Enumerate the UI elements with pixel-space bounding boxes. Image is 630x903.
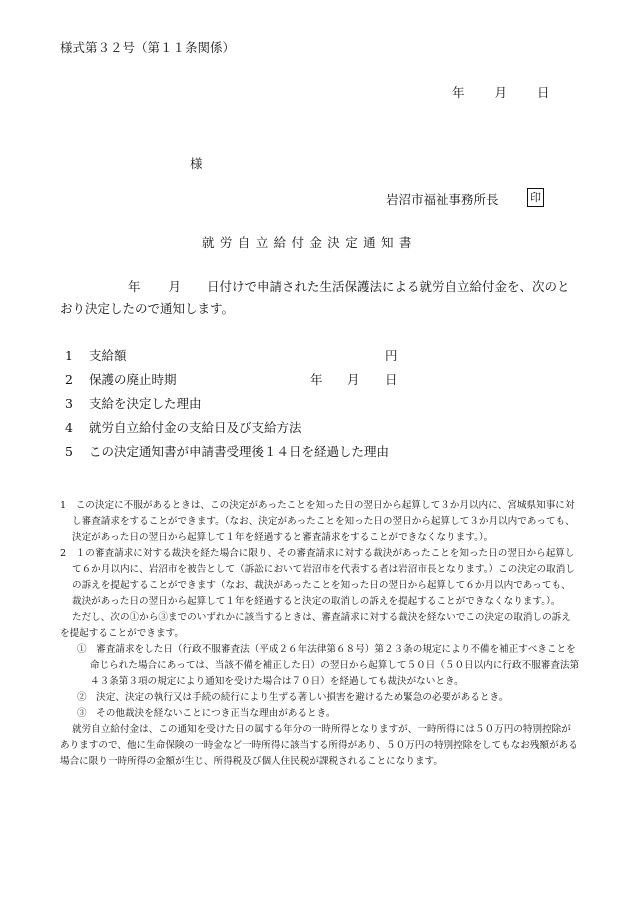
- note-2-sub-1: ① 審査請求をした日（行政不服審査法（平成２６年法律第６８号）第２３条の規定により不備を補正すべきことを命じられた場合にあっては、当該不備を補正した日）の翌日から起算して５０日（５０日以内に行政不服審査法第４３条第３項の規定により通知を受けた場合は７０日）を経過しても裁決がないとき。: [77, 644, 580, 687]
- item-number: 3: [65, 396, 73, 411]
- seal-mark: 印: [527, 188, 544, 207]
- item-1: [65, 346, 127, 364]
- date-month-label: 月: [494, 85, 508, 100]
- item-1-unit: 円: [385, 348, 398, 363]
- body-year-label: 年: [128, 279, 141, 294]
- note-2-sub-3: ③ その他裁決を経ないことにつき正当な理由があるとき。: [77, 708, 336, 719]
- body-text: 日付けで申請された生活保護法による就労自立給付金を、次のとおり決定したので通知します。: [60, 279, 570, 316]
- item-label: この決定通知書が申請書受理後１４日を経過した理由: [89, 444, 390, 459]
- item-label: 保護の廃止時期: [89, 372, 177, 387]
- note-tax: 就労自立給付金は、この通知を受けた日の属する年分の一時所得となりますが、一時所得には５０万円の特別控除がありますので、他に生命保険の一時金など一時所得に該当する所得があり、５０万円の特別控除をしてもなお残額がある場合に限り一時所得の金額が生じ、所得税及び個人住民税が課税されることになります。: [60, 724, 578, 767]
- date-day-label: 日: [537, 85, 550, 100]
- item-number: 5: [65, 444, 73, 459]
- note-1: 1 この決定に不服があるときは、この決定があったことを知った日の翌日から起算して３か月以内に、宮城県知事に対し審査請求をすることができます。（なお、決定があったことを知った日の翌日から起算して３か月以内であっても、決定があった日の翌日から起算して１年を経過すると審査請求をすることができなくなります。）。: [60, 500, 575, 543]
- item-number: 2: [65, 372, 73, 387]
- document-title: 就労自立給付金決定通知書: [202, 235, 417, 250]
- notes-section: [60, 498, 580, 770]
- item-label: 支給額: [89, 348, 127, 363]
- item-2-month-label: 月: [347, 372, 360, 387]
- form-number: 様式第３２号（第１１条関係）: [60, 40, 236, 55]
- note-2-sub-2: ② 決定、決定の執行又は手続の続行により生ずる著しい損害を避けるため緊急の必要があるとき。: [77, 692, 509, 703]
- note-2: 2 １の審査請求に対する裁決を経た場合に限り、その審査請求に対する裁決があったことを知った日の翌日から起算して６か月以内に、岩沼市を被告として（訴訟において岩沼市を代表する者は岩沼市長となります。）この決定の取消しの訴えを提起することができます（なお、裁決があったことを知った日の翌日から起算して６か月以内であっても、裁決があった日の翌日から起算して１年を経過すると決定の取消しの訴えを提起することができなくなります。）。: [60, 548, 575, 607]
- item-2-day-label: 日: [385, 372, 398, 387]
- date-year-label: 年: [452, 85, 465, 100]
- item-5: [65, 442, 389, 460]
- item-2-year-label: 年: [310, 372, 323, 387]
- item-2: [65, 370, 177, 388]
- item-number: 1: [65, 348, 73, 363]
- sender-name: 岩沼市福祉事務所長: [386, 192, 499, 207]
- item-label: 就労自立給付金の支給日及び支給方法: [89, 420, 302, 435]
- item-number: 4: [65, 420, 73, 435]
- note-2-proviso: ただし、次の①から③までのいずれかに該当するときは、審査請求に対する裁決を経ないでこの決定の取消しの訴えを提起することができます。: [60, 612, 571, 639]
- item-3: [65, 394, 202, 412]
- item-4: [65, 418, 302, 436]
- body-month-label: 月: [168, 279, 182, 294]
- item-label: 支給を決定した理由: [89, 396, 202, 411]
- body-paragraph: [60, 276, 575, 320]
- addressee-honorific: 様: [190, 156, 203, 171]
- date-line: [452, 83, 550, 101]
